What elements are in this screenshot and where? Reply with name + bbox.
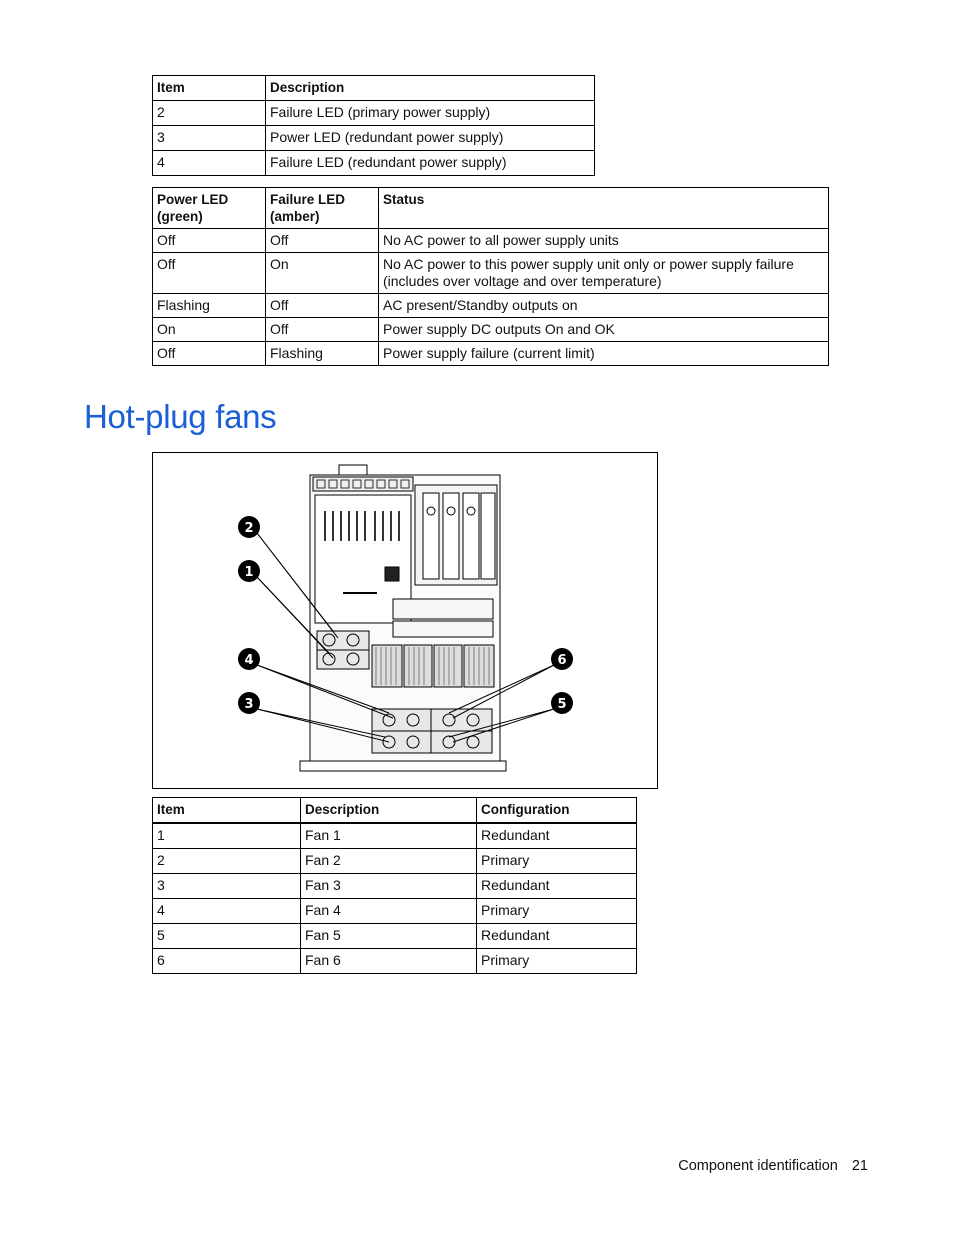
callout-2 [238, 516, 260, 538]
callout-1 [238, 560, 260, 582]
table-cell: Failure LED (primary power supply) [266, 101, 595, 126]
item-description-table [152, 75, 595, 176]
page-footer [664, 1158, 868, 1174]
table-cell: Redundant [477, 924, 637, 949]
table-row [153, 874, 637, 899]
col-header-item: Item [153, 76, 266, 101]
table-cell: Power LED (redundant power supply) [266, 126, 595, 151]
callout-label: 2 [244, 521, 254, 536]
table-row [153, 924, 637, 949]
table-row [153, 101, 595, 126]
table-row [153, 294, 829, 318]
chassis-illustration [153, 453, 659, 790]
table-cell: Fan 3 [301, 874, 477, 899]
section-heading: Hot-plug fans [84, 398, 277, 435]
table-cell: Off [153, 342, 266, 366]
col-header-configuration: Configuration [477, 798, 637, 824]
table-cell: Off [153, 253, 266, 294]
callout-label: 1 [244, 565, 254, 580]
table-cell: AC present/Standby outputs on [379, 294, 829, 318]
callout-label: 5 [557, 697, 567, 712]
table-cell: Redundant [477, 874, 637, 899]
table-row [153, 849, 637, 874]
table-cell: 3 [153, 874, 301, 899]
table-cell: Redundant [477, 823, 637, 849]
table-cell: Fan 6 [301, 949, 477, 974]
table-cell: 3 [153, 126, 266, 151]
table-row [153, 126, 595, 151]
col-header-item: Item [153, 798, 301, 824]
callout-5 [551, 692, 573, 714]
table-cell: 4 [153, 151, 266, 176]
table-row [153, 253, 829, 294]
col-header-status: Status [379, 188, 829, 229]
table-row [153, 151, 595, 176]
table-cell: Primary [477, 899, 637, 924]
table-cell: Primary [477, 849, 637, 874]
table-cell: Power supply DC outputs On and OK [379, 318, 829, 342]
table-cell: On [266, 253, 379, 294]
table-row [153, 342, 829, 366]
table-cell: 4 [153, 899, 301, 924]
footer-section-name: Component identification [678, 1158, 838, 1174]
table-row [153, 823, 637, 849]
table-cell: Off [266, 229, 379, 253]
table-row [153, 229, 829, 253]
table-cell: Power supply failure (current limit) [379, 342, 829, 366]
table-cell: Off [153, 229, 266, 253]
table-cell: No AC power to all power supply units [379, 229, 829, 253]
table-cell: Fan 2 [301, 849, 477, 874]
callout-label: 4 [244, 653, 254, 668]
table-cell: Failure LED (redundant power supply) [266, 151, 595, 176]
table-cell: On [153, 318, 266, 342]
col-header-description: Description [266, 76, 595, 101]
table-cell: Fan 5 [301, 924, 477, 949]
table-cell: Fan 1 [301, 823, 477, 849]
table-row [153, 899, 637, 924]
fan-table [152, 797, 637, 974]
callout-6 [551, 648, 573, 670]
table-cell: 6 [153, 949, 301, 974]
col-header-failure-led: Failure LED (amber) [266, 188, 379, 229]
table-row [153, 318, 829, 342]
col-header-description: Description [301, 798, 477, 824]
table-row [153, 949, 637, 974]
table-cell: 1 [153, 823, 301, 849]
table-cell: Off [266, 318, 379, 342]
server-chassis-figure [152, 452, 658, 789]
callout-label: 3 [244, 697, 254, 712]
table-cell: 5 [153, 924, 301, 949]
page-number: 21 [851, 1158, 868, 1174]
table-cell: Flashing [153, 294, 266, 318]
callout-3 [238, 692, 260, 714]
callout-label: 6 [557, 653, 567, 668]
table-cell: Fan 4 [301, 899, 477, 924]
col-header-power-led: Power LED (green) [153, 188, 266, 229]
table-cell: 2 [153, 849, 301, 874]
table-cell: 2 [153, 101, 266, 126]
table-cell: Primary [477, 949, 637, 974]
callout-4 [238, 648, 260, 670]
led-status-table [152, 187, 829, 366]
table-cell: No AC power to this power supply unit only or power supply failure (includes over voltage and over temperature) [379, 253, 829, 294]
table-cell: Flashing [266, 342, 379, 366]
table-cell: Off [266, 294, 379, 318]
